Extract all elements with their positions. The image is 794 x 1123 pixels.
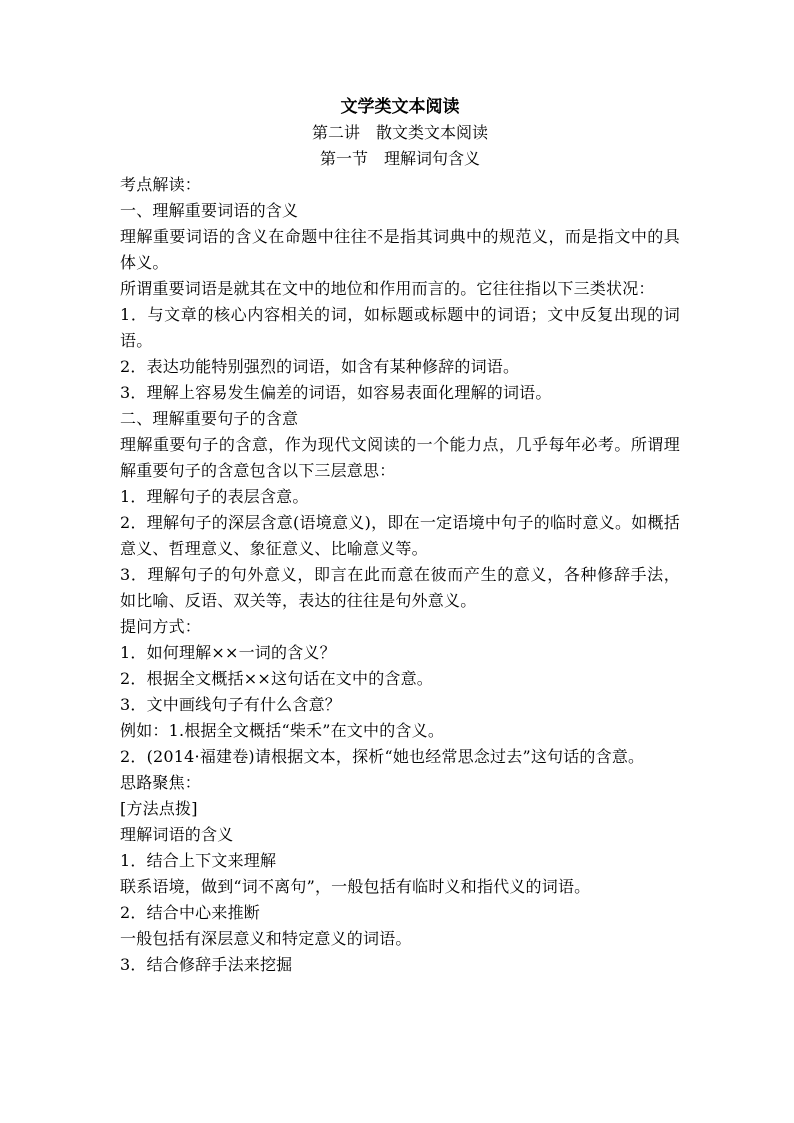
paragraph: 理解重要词语的含义在命题中往往不是指其词典中的规范义，而是指文中的具体义。 (120, 227, 680, 272)
paragraph: [方法点拨] (120, 799, 198, 818)
paragraph: 2．根据全文概括××这句话在文中的含意。 (120, 669, 433, 688)
paragraph: 3．文中画线句子有什么含意？ (120, 695, 341, 714)
paragraph: 3．结合修辞手法来挖掘 (120, 955, 293, 974)
paragraph: 2．结合中心来推断 (120, 903, 260, 922)
paragraph: 例如：1.根据全文概括“柴禾”在文中的含义。 (120, 721, 445, 740)
paragraph: 提问方式： (120, 617, 202, 636)
paragraph: 二、理解重要句子的含意 (120, 409, 299, 428)
paragraph: 所谓重要词语是就其在文中的地位和作用而言的。它往往指以下三类状况： (120, 279, 655, 298)
paragraph: 联系语境，做到“词不离句”，一般包括有临时义和指代义的词语。 (120, 877, 591, 896)
section-heading: 第一节 理解词句含义 (319, 149, 480, 168)
paragraph: 一、理解重要词语的含义 (120, 201, 299, 220)
paragraph: 1．与文章的核心内容相关的词，如标题或标题中的词语；文中反复出现的词语。 (120, 305, 680, 350)
paragraph: 2．理解句子的深层含意(语境意义)，即在一定语境中句子的临时意义。如概括意义、哲理意义、象征意义、比喻意义等。 (120, 513, 680, 558)
paragraph: 1．结合上下文来理解 (120, 851, 277, 870)
paragraph: 一般包括有深层意义和特定意义的词语。 (120, 929, 412, 948)
paragraph: 考点解读： (120, 175, 202, 194)
paragraph: 3．理解句子的句外意义，即言在此而意在彼而产生的意义，各种修辞手法，如比喻、反语、双关等，表达的往往是句外意义。 (120, 565, 680, 610)
paragraph: 2．(2014·福建卷)请根据文本，探析“她也经常思念过去”这句话的含意。 (120, 747, 645, 766)
document-title: 文学类文本阅读 (340, 97, 460, 117)
paragraph: 理解重要句子的含意，作为现代文阅读的一个能力点，几乎每年必考。所谓理解重要句子的含意包含以下三层意思： (120, 435, 680, 480)
paragraph: 1．如何理解××一词的含义？ (120, 643, 336, 662)
lecture-heading: 第二讲 散文类文本阅读 (311, 123, 488, 142)
paragraph: 理解词语的含义 (120, 825, 234, 844)
paragraph: 思路聚焦： (120, 773, 202, 792)
document-body (120, 94, 680, 978)
paragraph: 2．表达功能特别强烈的词语，如含有某种修辞的词语。 (120, 357, 520, 376)
paragraph: 3．理解上容易发生偏差的词语，如容易表面化理解的词语。 (120, 383, 552, 402)
paragraph: 1．理解句子的表层含意。 (120, 487, 309, 506)
